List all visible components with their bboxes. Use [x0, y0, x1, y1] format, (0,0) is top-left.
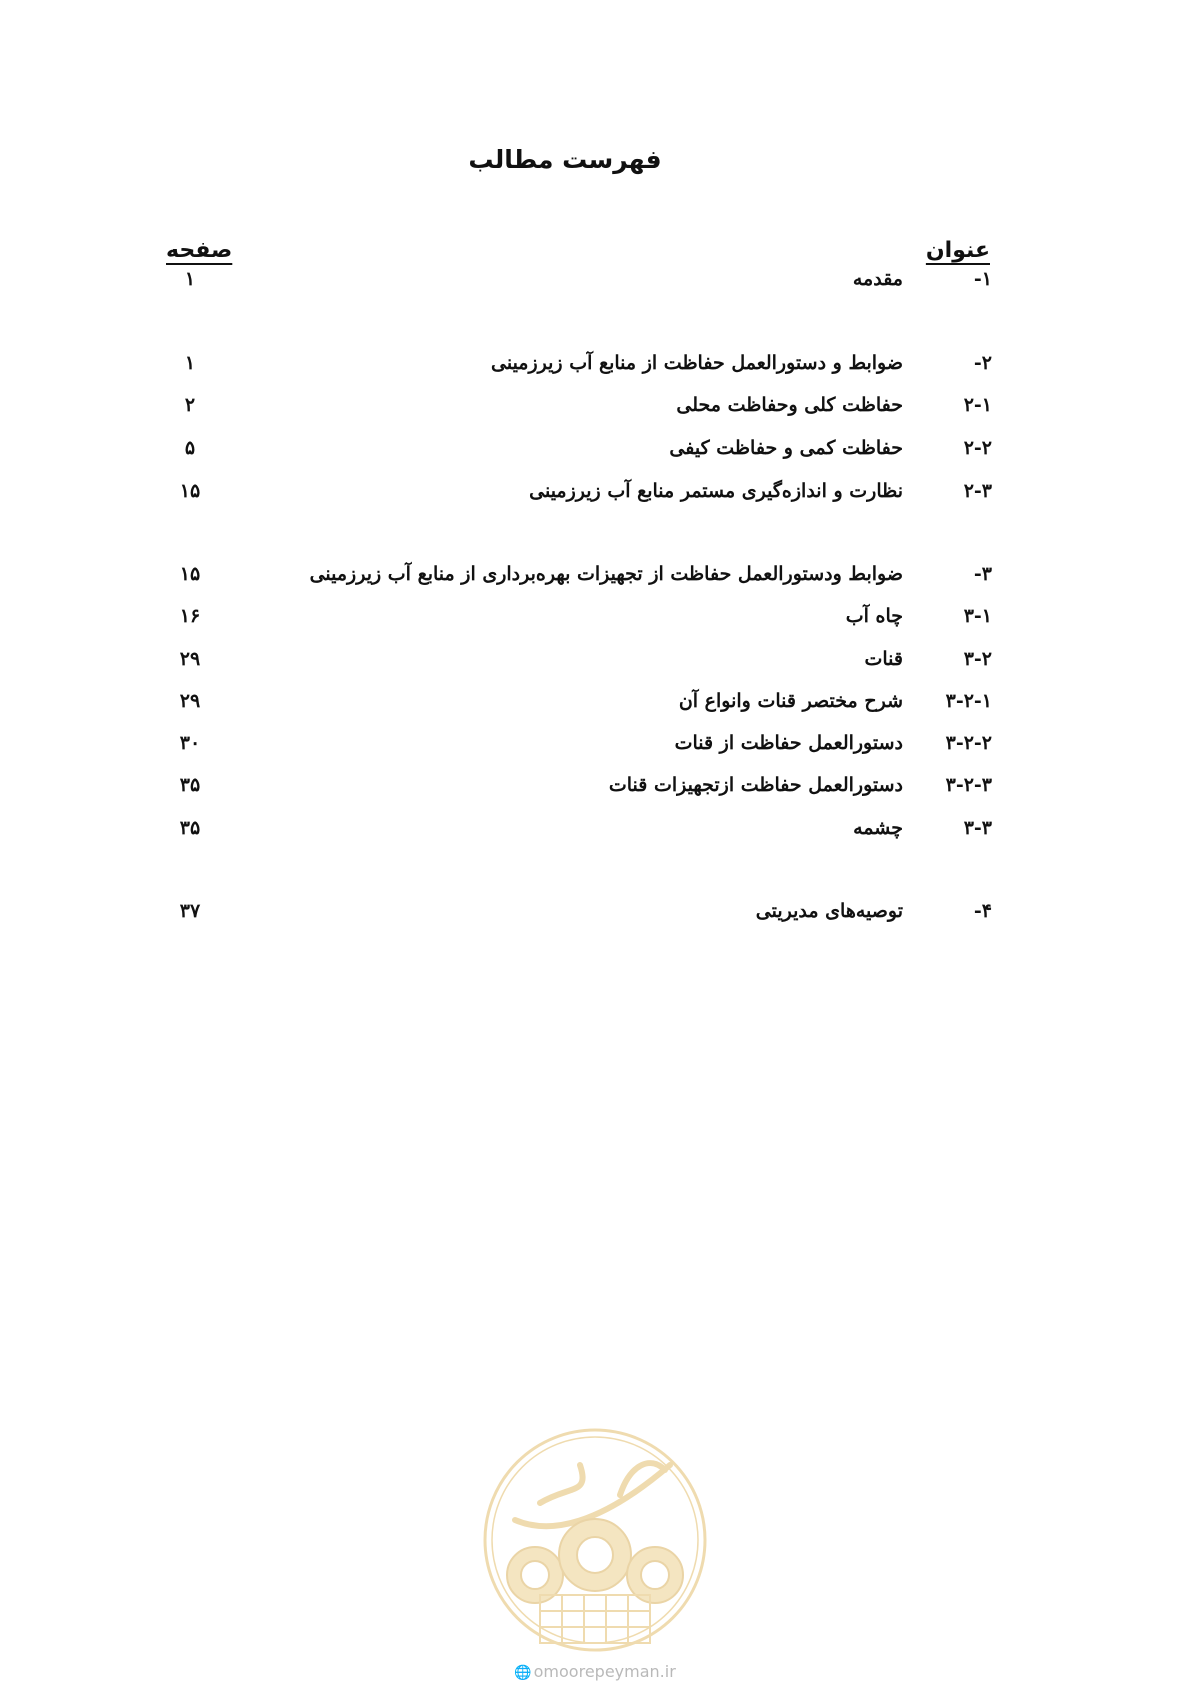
entry-title: دستورالعمل حفاظت ازتجهیزات قنات [608, 774, 903, 796]
entry-page: ۳۵ [179, 817, 201, 839]
entry-page: ۳۷ [179, 900, 201, 922]
entry-page: ۱۶ [179, 605, 201, 627]
watermark-site [0, 1662, 1190, 1681]
entry-number: ۳-۳ [963, 817, 992, 839]
toc-entry[interactable] [0, 563, 1190, 603]
entry-title: شرح مختصر قنات وانواع آن [678, 690, 903, 712]
entry-page: ۲ [184, 394, 196, 416]
entry-title: نظارت و اندازه‌گیری مستمر منابع آب زیرزمینی [529, 480, 903, 502]
page-title: فهرست مطالب [468, 145, 662, 174]
entry-number: ۳-۲ [963, 648, 992, 670]
entry-number: ۲-۳ [963, 480, 992, 502]
entry-title: دستورالعمل حفاظت از قنات [674, 732, 903, 754]
entry-page: ۱ [184, 352, 196, 374]
entry-title: مقدمه [852, 268, 903, 290]
globe-icon: 🌐 [514, 1665, 532, 1681]
entry-page: ۳۰ [179, 732, 201, 754]
entry-number: ۳- [973, 563, 992, 585]
entry-page: ۱۵ [179, 563, 201, 585]
entry-page: ۲۹ [179, 648, 201, 670]
entry-page: ۲۹ [179, 690, 201, 712]
entry-title: ضوابط و دستورالعمل حفاظت از منابع آب زیرزمینی [491, 352, 903, 374]
toc-entry[interactable] [0, 774, 1190, 814]
title-column-header: عنوان [925, 238, 990, 263]
entry-title: حفاظت کلی وحفاظت محلی [676, 394, 903, 416]
watermark-seal-logo [480, 1425, 710, 1655]
entry-number: ۳-۱ [963, 605, 992, 627]
toc-entry[interactable] [0, 690, 1190, 730]
toc-entry[interactable] [0, 605, 1190, 645]
toc-entry[interactable] [0, 437, 1190, 477]
entry-number: ۲- [973, 352, 992, 374]
entry-title: قنات [864, 648, 903, 670]
entry-number: ۱- [973, 268, 992, 290]
page-column-header: صفحه [166, 238, 233, 263]
entry-number: ۳-۲-۳ [945, 774, 992, 796]
entry-title: چشمه [853, 817, 903, 839]
entry-page: ۳۵ [179, 774, 201, 796]
entry-number: ۳-۲-۲ [945, 732, 992, 754]
toc-entry[interactable] [0, 648, 1190, 688]
entry-page: ۵ [184, 437, 196, 459]
entry-number: ۳-۲-۱ [945, 690, 992, 712]
entry-title: توصیه‌های مدیریتی [755, 900, 903, 922]
entry-number: ۴- [973, 900, 992, 922]
toc-entry[interactable] [0, 817, 1190, 857]
entry-number: ۲-۱ [963, 394, 992, 416]
entry-title: حفاظت کمی و حفاظت کیفی [669, 437, 903, 459]
toc-entry[interactable] [0, 394, 1190, 434]
toc-entry[interactable] [0, 732, 1190, 772]
toc-entry[interactable] [0, 268, 1190, 308]
entry-page: ۱ [184, 268, 196, 290]
entry-title: ضوابط ودستورالعمل حفاظت از تجهیزات بهره‌برداری از منابع آب زیرزمینی [309, 563, 903, 585]
toc-entry[interactable] [0, 352, 1190, 392]
entry-title: چاه آب [845, 605, 903, 627]
toc-entry[interactable] [0, 900, 1190, 940]
entry-number: ۲-۲ [963, 437, 992, 459]
watermark-site-text: omoorepeyman.ir [533, 1662, 676, 1681]
entry-page: ۱۵ [179, 480, 201, 502]
toc-entry[interactable] [0, 480, 1190, 520]
